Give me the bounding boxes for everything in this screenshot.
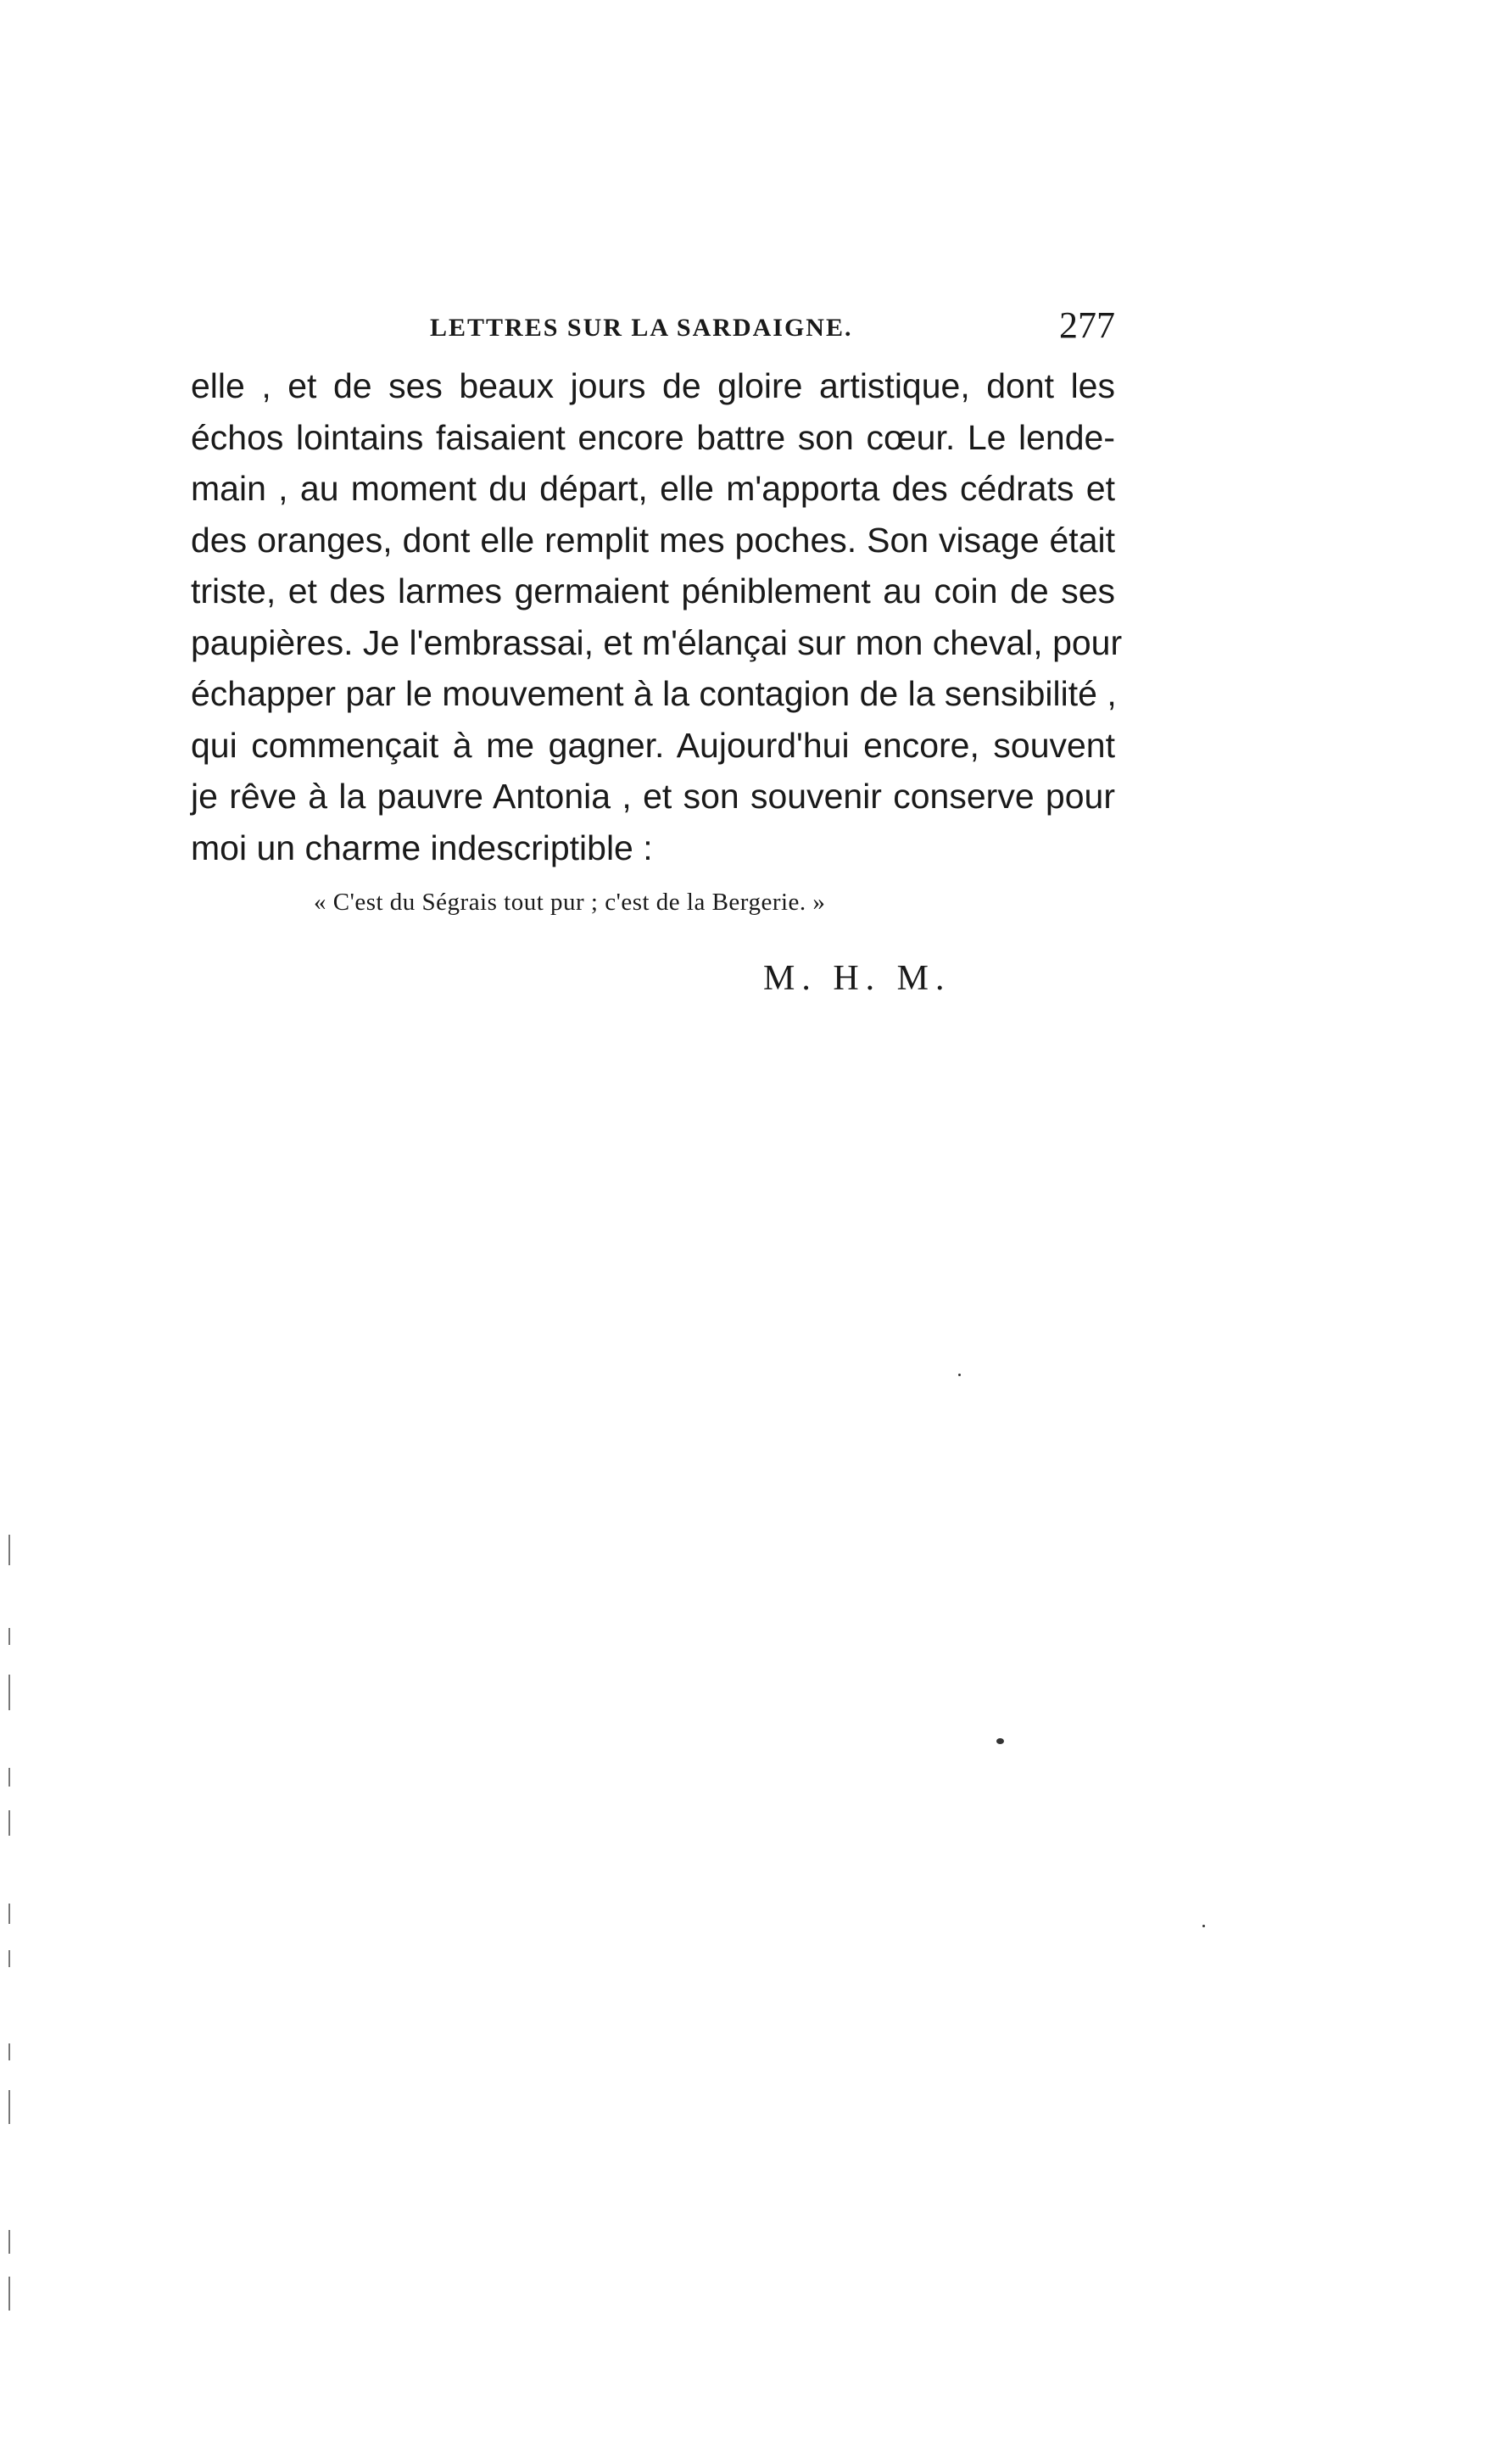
text-line: échos lointains faisaient encore battre son cœur. Le lende- bbox=[191, 417, 1115, 457]
scan-edge-mark bbox=[8, 2277, 10, 2311]
quotation: « C'est du Ségrais tout pur ; c'est de la Bergerie. » bbox=[314, 889, 826, 916]
body-paragraph bbox=[191, 360, 1123, 873]
scan-edge-mark bbox=[8, 1628, 10, 1645]
text-line: échapper par le mouvement à la contagion de la sensibilité , bbox=[191, 674, 1117, 713]
text-line: qui commençait à me gagner. Aujourd'hui encore, souvent bbox=[191, 725, 1115, 765]
running-head bbox=[191, 304, 1115, 354]
scan-edge-mark bbox=[8, 1904, 10, 1924]
text-line: des oranges, dont elle remplit mes poches. Son visage était bbox=[191, 520, 1115, 560]
page-number: 277 bbox=[1059, 304, 1115, 346]
author-signature: M. H. M. bbox=[763, 959, 951, 998]
text-line: main , au moment du départ, elle m'apporta des cédrats et bbox=[191, 469, 1115, 508]
running-title: LETTRES SUR LA SARDAIGNE. bbox=[430, 314, 853, 342]
text-line-last: moi un charme indescriptible : bbox=[191, 828, 653, 867]
scan-edge-mark bbox=[8, 1535, 10, 1565]
scan-edge-mark bbox=[8, 1810, 10, 1836]
scan-speck bbox=[1202, 1925, 1205, 1927]
scan-edge-mark bbox=[8, 1950, 10, 1967]
text-line: elle , et de ses beaux jours de gloire artistique, dont les bbox=[191, 366, 1115, 405]
scan-edge-mark bbox=[8, 1675, 10, 1710]
scan-edge-mark bbox=[8, 2230, 10, 2254]
text-line: triste, et des larmes germaient péniblement au coin de ses bbox=[191, 571, 1115, 610]
text-line: je rêve à la pauvre Antonia , et son souvenir conserve pour bbox=[191, 777, 1115, 816]
scan-edge-mark bbox=[8, 1768, 10, 1787]
text-line: paupières. Je l'embrassai, et m'élançai sur mon cheval, pour bbox=[191, 622, 1123, 662]
scan-speck bbox=[958, 1374, 961, 1376]
scan-edge-mark bbox=[8, 2043, 10, 2060]
scan-speck bbox=[996, 1738, 1004, 1744]
scan-edge-mark bbox=[8, 2090, 10, 2124]
